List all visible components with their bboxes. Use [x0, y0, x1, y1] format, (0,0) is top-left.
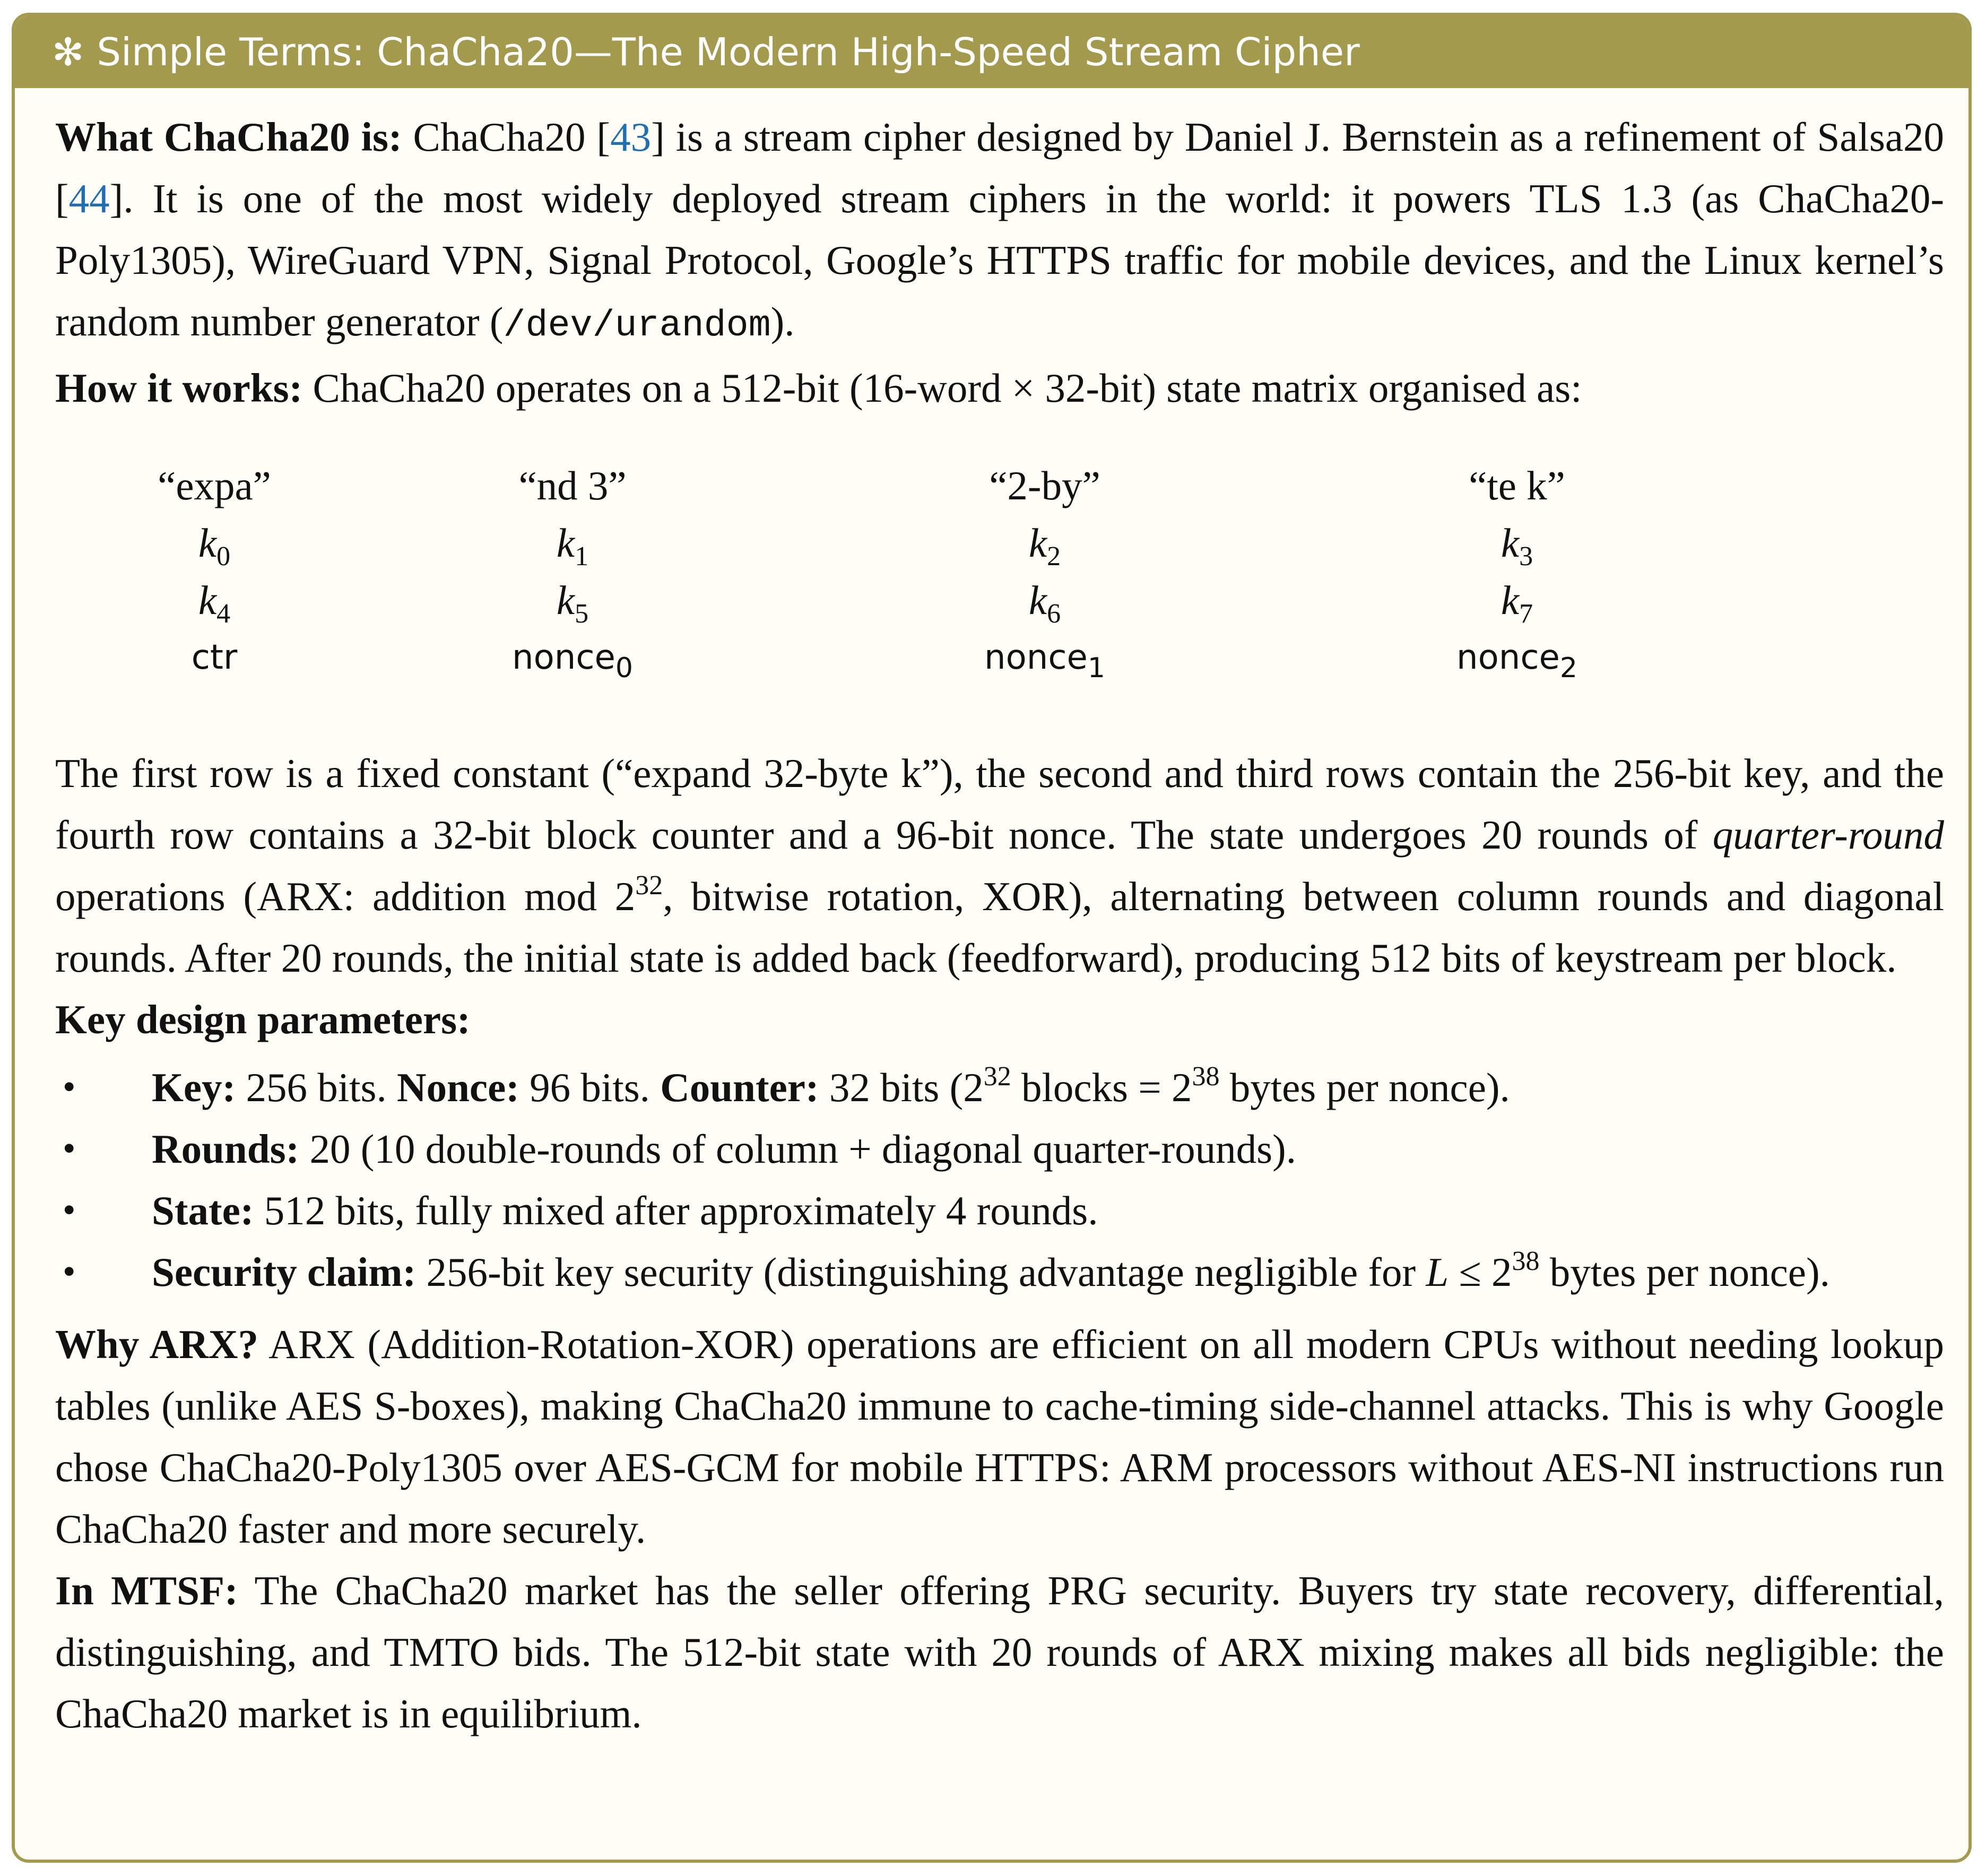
code-dev-urandom: /dev/urandom	[503, 305, 771, 347]
matrix-cell	[1281, 514, 1753, 572]
emphasis: quarter-round	[1712, 812, 1944, 858]
text-span: operations (ARX: addition mod 2	[55, 874, 636, 919]
list-item	[55, 1241, 1944, 1303]
subscript: 2	[1047, 541, 1061, 572]
how-label: How it works:	[55, 365, 303, 411]
subscript: 1	[575, 541, 589, 572]
text-span: 96 bits.	[519, 1065, 661, 1110]
box-header	[15, 16, 1968, 88]
math-variable: L	[1426, 1249, 1449, 1295]
text-span: blocks = 2	[1011, 1065, 1192, 1110]
list-item	[55, 1118, 1944, 1180]
text-span: The ChaCha20 market has the seller offering PRG security. Buyers try state recovery, differential, distinguishing, and TMTO bids. The 512-bit state with 20 rounds of ARX mixing makes all bids negligible: the ChaCha20 market is in equilibrium.	[55, 1568, 1944, 1736]
key-symbol: k	[556, 577, 575, 623]
asterisk-icon: ✻	[52, 30, 84, 74]
matrix-cell: “2-by”	[989, 463, 1100, 508]
matrix-cell	[92, 514, 336, 572]
text-span: ARX (Addition-Rotation-XOR) operations are efficient on all modern CPUs without needing lookup tables (unlike AES S-boxes), making ChaCha20 immune to cache-timing side-channel attacks. This is why Google chose ChaCha20-Poly1305 over AES-GCM for mobile HTTPS: ARM processors without AES-NI instructions run ChaCha20 faster and more securely.	[55, 1321, 1944, 1552]
params-heading-paragraph	[55, 989, 1944, 1050]
subscript: 0	[216, 541, 231, 572]
bold-label: Nonce:	[396, 1065, 519, 1110]
matrix-cell	[336, 572, 809, 629]
box-content	[55, 106, 1944, 1744]
mtsf-label: In MTSF:	[55, 1568, 238, 1613]
superscript: 38	[1192, 1061, 1220, 1092]
superscript: 32	[635, 870, 663, 901]
text-span: ChaCha20 operates on a 512-bit (16-word × 32-bit) state matrix organised as:	[302, 365, 1582, 411]
bullet-icon: •	[63, 1190, 76, 1231]
text-span: , bitwise rotation, XOR), alternating between column rounds and diagonal rounds. After 20 rounds, the initial state is added back (feedforward), producing 512 bits of keystream per block.	[55, 874, 1945, 981]
bold-label: State:	[152, 1188, 254, 1233]
matrix-cell	[1281, 572, 1753, 629]
bullet-icon: •	[63, 1251, 76, 1292]
key-symbol: k	[1501, 577, 1520, 623]
nonce-label: nonce	[1456, 638, 1560, 677]
subscript: 5	[575, 599, 589, 629]
matrix-cell	[92, 572, 336, 629]
text-span: 32 bits (2	[819, 1065, 984, 1110]
simple-terms-box	[12, 13, 1972, 1863]
what-paragraph	[55, 106, 1944, 357]
nonce-label: nonce	[984, 638, 1088, 677]
subscript: 4	[216, 599, 231, 629]
state-matrix	[55, 451, 1944, 727]
superscript: 32	[983, 1061, 1011, 1092]
subscript: 0	[615, 652, 633, 684]
text-span: ).	[770, 299, 795, 344]
key-symbol: k	[198, 577, 217, 623]
text-span: ]. It is one of the most widely deployed stream ciphers in the world: it powers TLS 1.3 (as ChaCha20-Poly1305), WireGuard VPN, Signal Protocol, Google’s HTTPS traffic for mobile devices, and the Linux kernel’s random number generator (	[55, 176, 1944, 344]
subscript: 2	[1559, 652, 1577, 684]
text-span: 256-bit key security (distinguishing advantage negligible for	[416, 1249, 1426, 1295]
key-symbol: k	[1028, 520, 1047, 566]
after-matrix-paragraph	[55, 742, 1944, 989]
what-label: What ChaCha20 is:	[55, 114, 402, 160]
text-span: bytes per nonce).	[1539, 1249, 1830, 1295]
matrix-cell: “expa”	[158, 463, 271, 508]
params-list	[55, 1057, 1944, 1303]
matrix-cell	[1281, 629, 1753, 686]
key-symbol: k	[1028, 577, 1047, 623]
bold-label: Security claim:	[152, 1249, 417, 1295]
key-symbol: k	[198, 520, 217, 566]
text-span: ≤ 2	[1449, 1249, 1512, 1295]
bullet-icon: •	[63, 1067, 76, 1108]
citation-link-43[interactable]: 43	[610, 114, 652, 160]
text-span: 20 (10 double-rounds of column + diagonal quarter-rounds).	[299, 1126, 1296, 1172]
params-heading: Key design parameters:	[55, 997, 471, 1042]
key-symbol: k	[1501, 520, 1520, 566]
text-span: bytes per nonce).	[1219, 1065, 1510, 1110]
matrix-cell	[809, 514, 1281, 572]
citation-link-44[interactable]: 44	[68, 176, 110, 221]
bold-label: Key:	[152, 1065, 236, 1110]
matrix-cell	[809, 572, 1281, 629]
bullet-icon: •	[63, 1128, 76, 1169]
mtsf-paragraph	[55, 1560, 1944, 1744]
text-span: 256 bits.	[236, 1065, 397, 1110]
list-item	[55, 1057, 1944, 1118]
matrix-cell-ctr: ctr	[191, 638, 238, 677]
text-span: ChaCha20 [	[402, 114, 611, 160]
text-span: The first row is a fixed constant (“expand 32-byte k”), the second and third rows contain the 256-bit key, and the fourth row contains a 32-bit block counter and a 96-bit nonce. The state undergoes 20 rounds of	[55, 750, 1944, 858]
matrix-cell: “nd 3”	[518, 463, 627, 508]
box-title: Simple Terms: ChaCha20—The Modern High-Speed Stream Cipher	[97, 30, 1360, 74]
nonce-label: nonce	[512, 638, 615, 677]
bold-label: Rounds:	[152, 1126, 300, 1172]
text-span: ] is a stream cipher designed by Daniel J. Bernstein as a refinement of Salsa20 [	[55, 114, 1944, 221]
how-paragraph	[55, 357, 1944, 419]
subscript: 1	[1087, 652, 1105, 684]
subscript: 6	[1047, 599, 1061, 629]
key-symbol: k	[556, 520, 575, 566]
matrix-cell: “te k”	[1469, 463, 1565, 508]
text-span: 512 bits, fully mixed after approximately 4 rounds.	[254, 1188, 1098, 1233]
matrix-cell	[336, 514, 809, 572]
superscript: 38	[1512, 1246, 1540, 1276]
matrix-cell	[809, 629, 1281, 686]
bold-label: Counter:	[660, 1065, 819, 1110]
why-paragraph	[55, 1313, 1944, 1560]
list-item	[55, 1180, 1944, 1241]
matrix-cell	[336, 629, 809, 686]
subscript: 3	[1519, 541, 1533, 572]
why-label: Why ARX?	[55, 1321, 258, 1367]
subscript: 7	[1519, 599, 1533, 629]
